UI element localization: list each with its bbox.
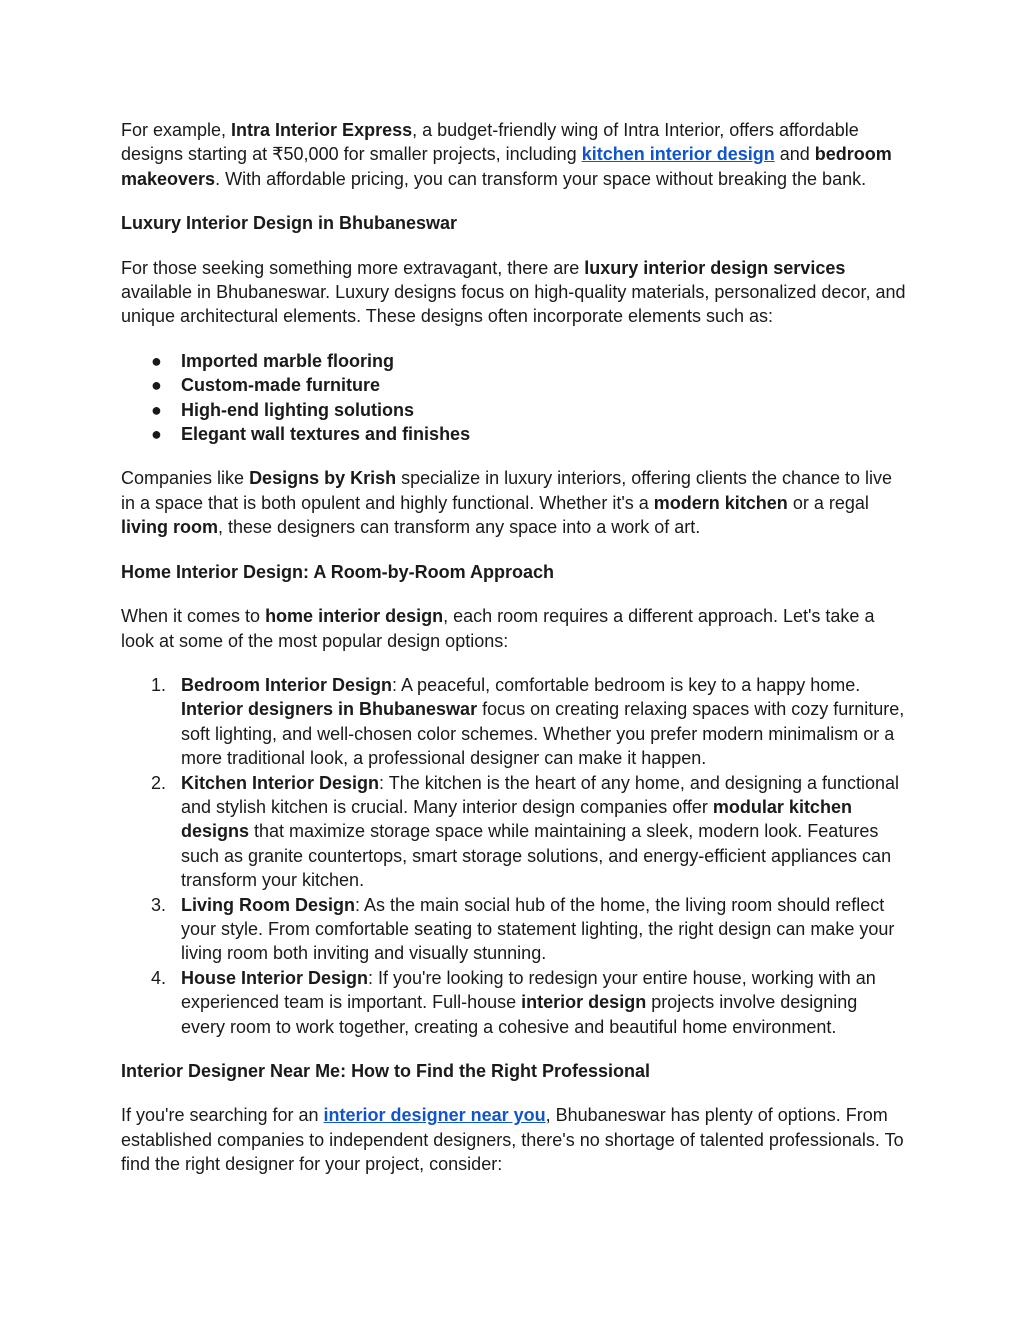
bullet-item (121, 422, 906, 446)
document-body (121, 118, 906, 1197)
text-run: , each room requires a different approach. Let's take a look at some of the most popular design options: (121, 606, 875, 651)
text-run: : If you're looking to redesign your entire house, working with an experienced team is important. Full-house (181, 967, 876, 1013)
bold-run: modular kitchen designs (181, 796, 852, 842)
bold-run: Designs by Krish (249, 468, 397, 489)
text-run: If you're searching for an (121, 1105, 324, 1126)
text-run: : As the main social hub of the home, the living room should reflect your style. From comfortable seating to statement lighting, the right design can make your living room both inviting and visually stunning. (181, 894, 895, 964)
interior-designer-near-you-link[interactable]: interior designer near you (323, 1105, 546, 1126)
room-numbered-list (121, 673, 906, 1039)
text-run: For those seeking something more extravagant, there are (121, 257, 585, 278)
bullet-text: High-end lighting solutions (181, 399, 414, 420)
near-me-paragraph (121, 1103, 906, 1176)
text-run: available in Bhubaneswar. Luxury designs focus on high-quality materials, personalized decor, and unique architectural elements. These designs often incorporate elements such as: (121, 282, 906, 327)
section-heading-near-me: Interior Designer Near Me: How to Find the Right Professional (121, 1061, 651, 1081)
luxury-paragraph (121, 256, 906, 329)
list-item (121, 673, 906, 771)
bold-run: interior design (521, 992, 647, 1013)
text-run: : The kitchen is the heart of any home, and designing a functional and stylish kitchen is crucial. Many interior design companies offer (181, 772, 900, 817)
list-number: 1. (151, 674, 167, 695)
item-title: House Interior Design (181, 967, 369, 988)
kitchen-interior-design-link[interactable]: kitchen interior design (581, 144, 775, 165)
bold-run: living room (121, 517, 219, 538)
bullet-icon: ● (151, 375, 162, 396)
text-run: , a budget-friendly wing of Intra Interior, offers affordable designs starting at ₹50,000 for smaller projects, including (121, 120, 859, 165)
bullet-text: Imported marble flooring (181, 350, 395, 371)
text-run: Companies like (121, 468, 250, 489)
bold-run: modern kitchen (653, 492, 788, 513)
section-heading-home: Home Interior Design: A Room-by-Room Approach (121, 561, 555, 582)
bullet-icon: ● (151, 424, 162, 445)
intro-paragraph (121, 118, 906, 191)
list-item (121, 893, 906, 966)
bullet-icon: ● (151, 350, 162, 371)
text-run: For example, (121, 120, 232, 140)
home-paragraph (121, 604, 906, 653)
text-run: specialize in luxury interiors, offering clients the chance to live in a space that is both opulent and highly functional. Whether it's a (121, 468, 893, 513)
item-title: Bedroom Interior Design (181, 674, 393, 695)
list-number: 3. (151, 894, 167, 915)
text-run: focus on creating relaxing spaces with cozy furniture, soft lighting, and well-chosen color schemes. Whether you prefer modern minimalism or a more traditional look, a professional designer can make it happen. (181, 699, 905, 769)
bullet-text: Elegant wall textures and finishes (181, 424, 471, 445)
list-item (121, 966, 906, 1039)
text-run: projects involve designing every room to work together, creating a cohesive and beautiful home environment. (181, 992, 858, 1037)
bold-run: Intra Interior Express (231, 120, 413, 140)
bold-run: luxury interior design services (584, 257, 846, 278)
text-run: , these designers can transform any space into a work of art. (218, 517, 701, 538)
bullet-icon: ● (151, 399, 162, 420)
bullet-text: Custom-made furniture (181, 375, 381, 396)
text-run: and (774, 144, 815, 165)
bold-run: bedroom makeovers (121, 144, 892, 189)
list-number: 2. (151, 772, 167, 793)
luxury-bullet-list (121, 349, 906, 447)
text-run: When it comes to (121, 606, 266, 627)
bullet-item (121, 349, 906, 373)
text-run: that maximize storage space while maintaining a sleek, modern look. Features such as granite countertops, smart storage solutions, and energy-efficient appliances can transform your kitchen. (181, 821, 892, 891)
designs-by-krish-paragraph (121, 466, 906, 539)
list-number: 4. (151, 967, 167, 988)
bullet-item (121, 398, 906, 422)
text-run: or a regal (787, 492, 869, 513)
text-run: . With affordable pricing, you can transform your space without breaking the bank. (215, 168, 867, 189)
text-run: : A peaceful, comfortable bedroom is key to a happy home. (392, 674, 861, 695)
bullet-item (121, 373, 906, 397)
item-title: Kitchen Interior Design (181, 772, 380, 793)
bold-run: Interior designers in Bhubaneswar (181, 699, 478, 720)
item-title: Living Room Design (181, 894, 356, 915)
list-item (121, 771, 906, 893)
bold-run: home interior design (265, 606, 444, 627)
section-heading-luxury: Luxury Interior Design in Bhubaneswar (121, 213, 458, 234)
text-run: , Bhubaneswar has plenty of options. From established companies to independent designers, there's no shortage of talented professionals. To find the right designer for your project, consider: (121, 1105, 904, 1175)
